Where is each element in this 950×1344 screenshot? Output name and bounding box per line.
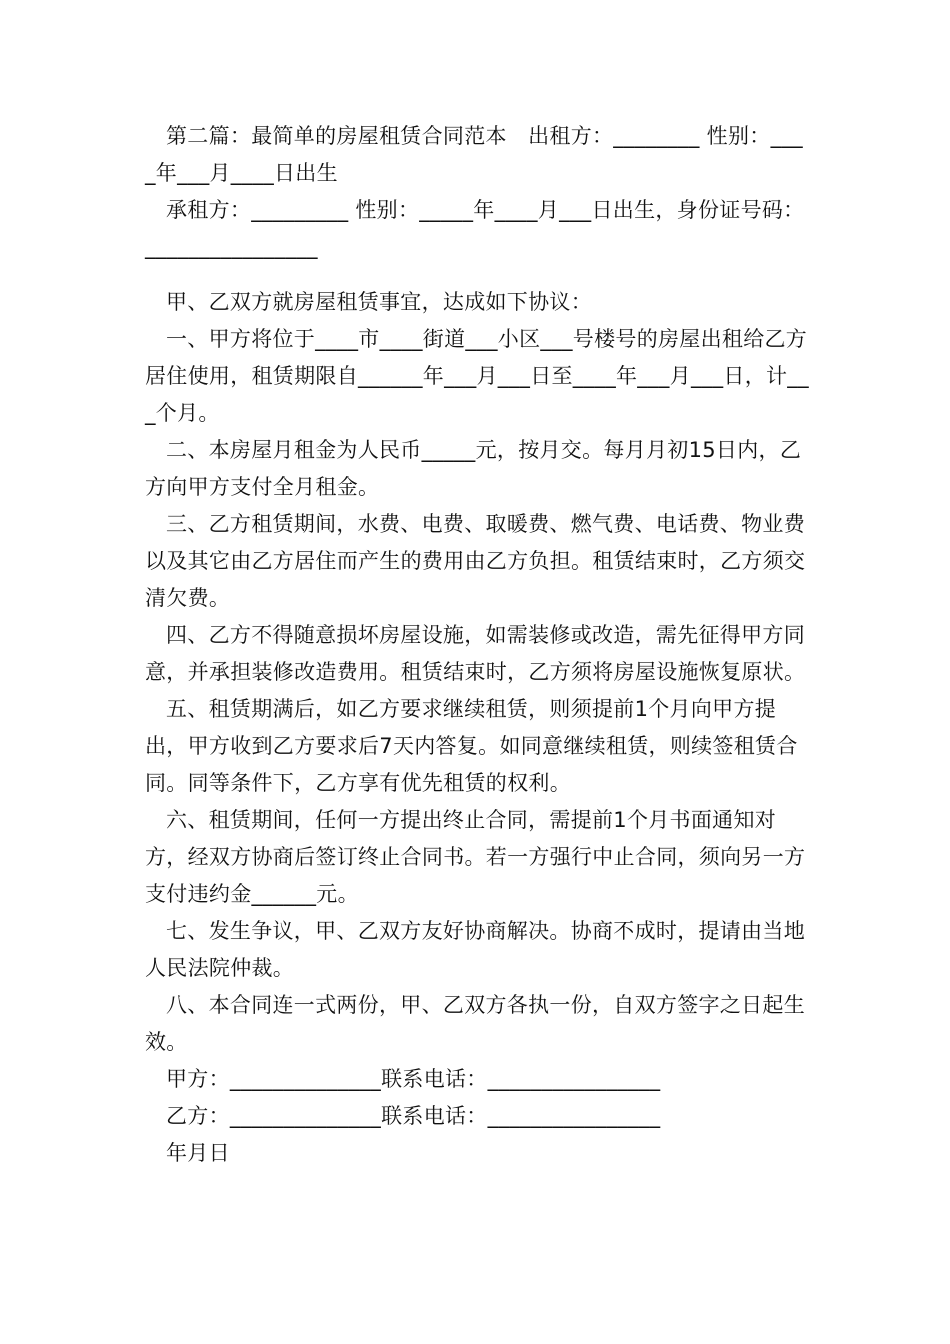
clause-8: 八、本合同连一式两份，甲、乙双方各执一份，自双方签字之日起生效。 — [145, 993, 805, 1054]
contract-body — [145, 118, 810, 1172]
party-a-signature-line: 甲方：______________联系电话：________________ — [166, 1067, 661, 1091]
title-and-lessor-line: 第二篇：最简单的房屋租赁合同范本 出租方：________ 性别：____年___月____日出生 — [145, 124, 803, 185]
date-line: 年月日 — [166, 1141, 230, 1165]
party-b-signature-line: 乙方：______________联系电话：________________ — [166, 1104, 661, 1128]
clause-7: 七、发生争议，甲、乙双方友好协商解决。协商不成时，提请由当地人民法院仲裁。 — [145, 919, 805, 980]
clause-4: 四、乙方不得随意损坏房屋设施，如需装修或改造，需先征得甲方同意，并承担装修改造费用。租赁结束时，乙方须将房屋设施恢复原状。 — [145, 623, 806, 684]
agreement-intro: 甲、乙双方就房屋租赁事宜，达成如下协议： — [166, 290, 592, 314]
clause-3: 三、乙方租赁期间，水费、电费、取暖费、燃气费、电话费、物业费以及其它由乙方居住而产生的费用由乙方负担。租赁结束时，乙方须交清欠费。 — [145, 512, 806, 610]
clause-1: 一、甲方将位于____市____街道___小区___号楼号的房屋出租给乙方居住使用，租赁期限自______年___月___日至____年___月___日，计___个月。 — [145, 327, 809, 425]
clause-2: 二、本房屋月租金为人民币_____元，按月交。每月月初15日内，乙方向甲方支付全月租金。 — [145, 438, 802, 499]
lessee-line: 承租方：_________ 性别：_____年____月___日出生，身份证号码：________________ — [145, 198, 805, 259]
clause-6: 六、租赁期间，任何一方提出终止合同，需提前1个月书面通知对方，经双方协商后签订终止合同书。若一方强行中止合同，须向另一方支付违约金______元。 — [145, 808, 806, 906]
clause-5: 五、租赁期满后，如乙方要求继续租赁，则须提前1个月向甲方提出，甲方收到乙方要求后7天内答复。如同意继续租赁，则续签租赁合同。同等条件下，乙方享有优先租赁的权利。 — [145, 697, 798, 795]
